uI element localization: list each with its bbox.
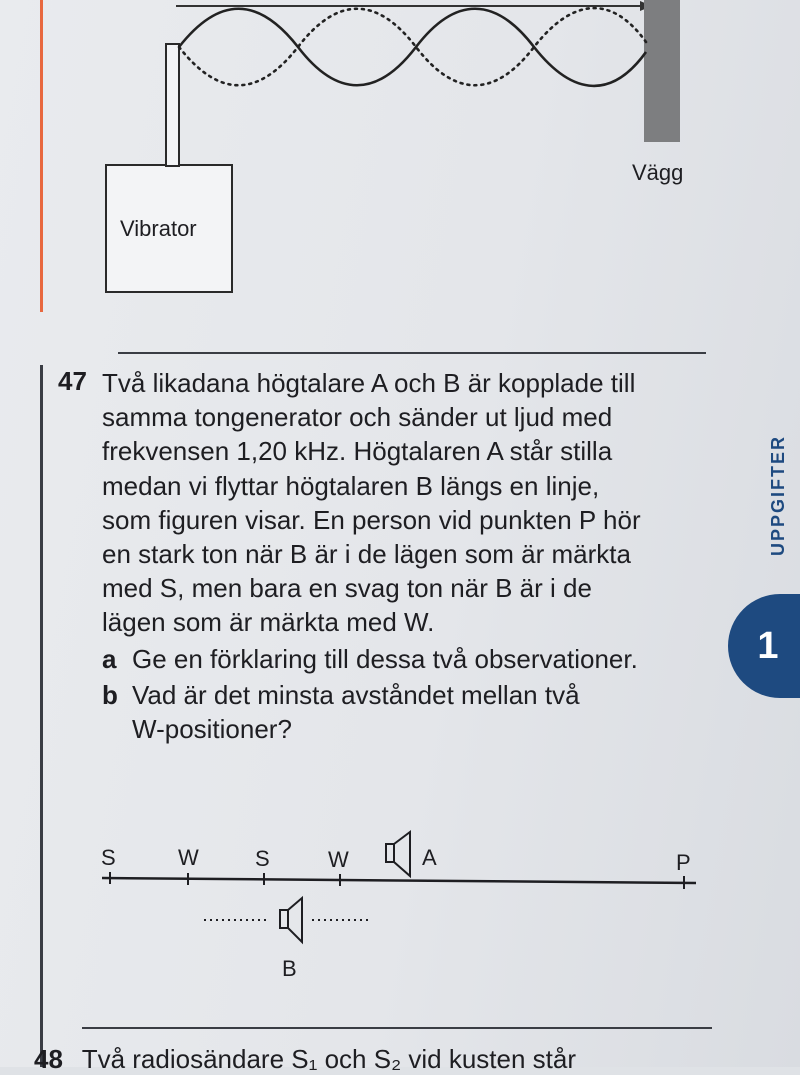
subquestion-a [102,642,718,676]
speaker-b-label: B [282,956,297,981]
position-label-w: W [328,847,349,872]
wave-string-solid [179,9,646,86]
margin-rule-dark [40,365,43,1067]
problem-text: Två radiosändare S₁ och S₂ vid kusten står [81,1044,577,1074]
subquestion-text: W-positioner? [132,714,292,745]
speaker-a-label: A [422,845,437,870]
vibrator-rod [166,44,179,166]
subquestion-text: Vad är det minsta avståndet mellan två [132,679,580,710]
position-label-w: W [178,845,199,870]
problem-number: 47 [58,366,87,396]
problem-line: en stark ton när B är i de lägen som är märkta [102,539,631,570]
subquestion-b [102,678,718,746]
separator-line [82,1027,712,1029]
problem-text [102,366,718,746]
point-p-label: P [676,850,691,875]
problem-line: Två likadana högtalare A och B är kopplade till [102,368,636,398]
wave-string-dotted [179,8,646,85]
position-label-s: S [101,845,116,870]
subquestion-label: b [102,679,118,710]
subquestion-label: a [102,643,117,674]
problem-line: lägen som är märkta med W. [102,607,435,638]
problem-48 [34,1044,576,1075]
problem-number: 48 [34,1044,63,1074]
speaker-a-icon [386,832,410,876]
problem-line: med S, men bara en svag ton när B är i de [102,573,592,604]
chapter-tab: 1 [728,594,800,698]
subquestion-text: Ge en förklaring till dessa två observationer. [132,643,638,674]
problem-line: samma tongenerator och sänder ut ljud med [102,402,613,433]
problem-line: frekvensen 1,20 kHz. Högtalaren A står stilla [102,436,613,467]
position-label-s: S [255,846,270,871]
wall-label: Vägg [632,160,684,185]
wall [644,0,680,142]
position-line [102,878,696,883]
section-title-text: UPPGIFTER [767,434,788,556]
separator-line [118,352,706,354]
problem-line: som figuren visar. En person vid punkten P hör [102,504,641,535]
vibrator-label: Vibrator [120,216,197,241]
section-title [756,410,800,580]
problem-line: medan vi flyttar högtalaren B längs en linje, [102,470,600,501]
speaker-b-icon [280,898,302,942]
